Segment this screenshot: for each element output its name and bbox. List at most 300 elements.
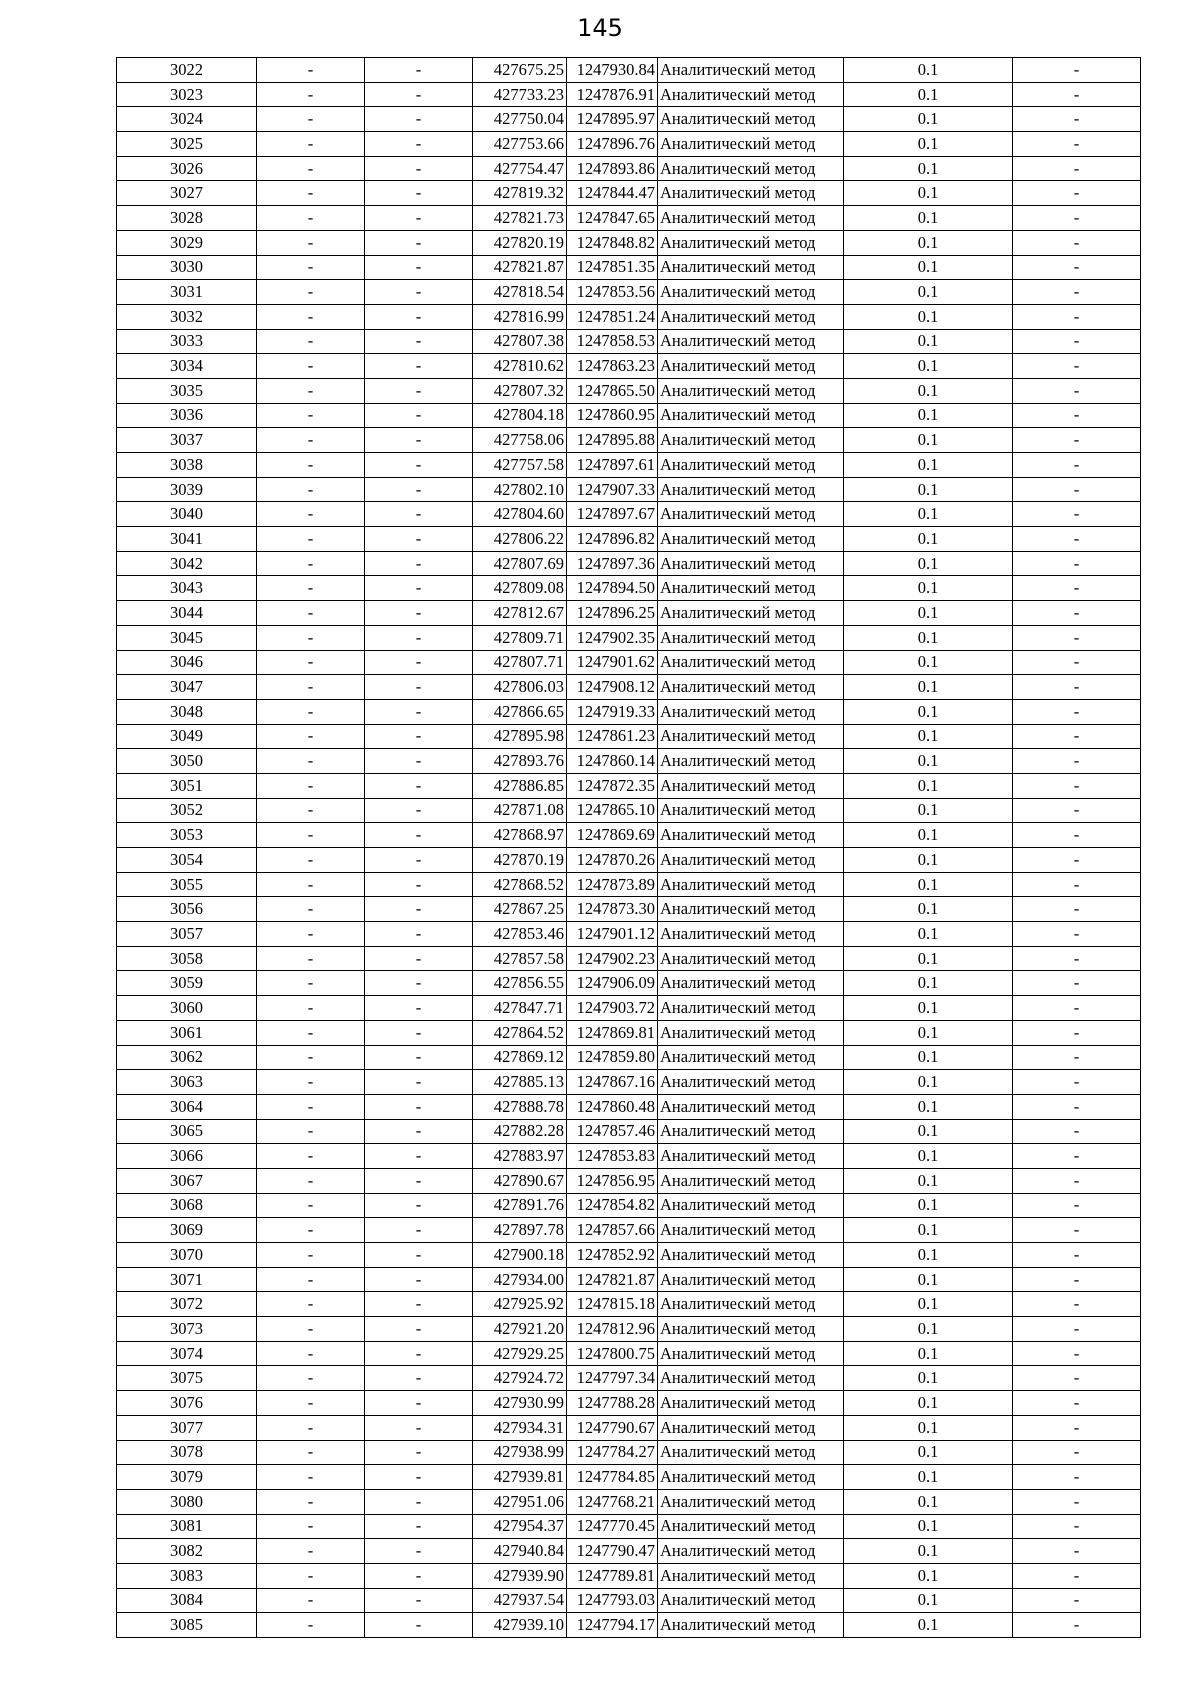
table-row: [117, 1218, 1141, 1243]
table-row: [117, 996, 1141, 1021]
dash-cell: -: [1013, 971, 1141, 996]
accuracy-cell: 0.1: [844, 1539, 1013, 1564]
table-body: [117, 58, 1141, 1638]
table-row: [117, 1539, 1141, 1564]
method-cell: Аналитический метод: [658, 1366, 844, 1391]
dash-cell: -: [1013, 897, 1141, 922]
accuracy-cell: 0.1: [844, 1588, 1013, 1613]
table-row: [117, 1267, 1141, 1292]
x-coordinate-cell: 427809.71: [473, 625, 567, 650]
dash-cell: -: [365, 378, 473, 403]
dash-cell: -: [257, 502, 365, 527]
dash-cell: -: [365, 1341, 473, 1366]
table-row: [117, 897, 1141, 922]
table-row: [117, 773, 1141, 798]
dash-cell: -: [1013, 749, 1141, 774]
table-row: [117, 230, 1141, 255]
table-row: [117, 527, 1141, 552]
method-cell: Аналитический метод: [658, 280, 844, 305]
dash-cell: -: [257, 1144, 365, 1169]
accuracy-cell: 0.1: [844, 699, 1013, 724]
method-cell: Аналитический метод: [658, 378, 844, 403]
table-row: [117, 304, 1141, 329]
point-number-cell: 3045: [117, 625, 257, 650]
method-cell: Аналитический метод: [658, 872, 844, 897]
dash-cell: -: [1013, 1317, 1141, 1342]
accuracy-cell: 0.1: [844, 601, 1013, 626]
point-number-cell: 3058: [117, 946, 257, 971]
accuracy-cell: 0.1: [844, 1317, 1013, 1342]
table-row: [117, 724, 1141, 749]
dash-cell: -: [1013, 477, 1141, 502]
dash-cell: -: [257, 156, 365, 181]
point-number-cell: 3031: [117, 280, 257, 305]
accuracy-cell: 0.1: [844, 230, 1013, 255]
dash-cell: -: [1013, 1267, 1141, 1292]
dash-cell: -: [1013, 798, 1141, 823]
x-coordinate-cell: 427925.92: [473, 1292, 567, 1317]
dash-cell: -: [257, 922, 365, 947]
point-number-cell: 3024: [117, 107, 257, 132]
x-coordinate-cell: 427818.54: [473, 280, 567, 305]
dash-cell: -: [365, 304, 473, 329]
dash-cell: -: [1013, 1341, 1141, 1366]
dash-cell: -: [257, 823, 365, 848]
y-coordinate-cell: 1247858.53: [567, 329, 658, 354]
table-row: [117, 601, 1141, 626]
method-cell: Аналитический метод: [658, 304, 844, 329]
point-number-cell: 3080: [117, 1489, 257, 1514]
y-coordinate-cell: 1247863.23: [567, 354, 658, 379]
accuracy-cell: 0.1: [844, 576, 1013, 601]
point-number-cell: 3036: [117, 403, 257, 428]
dash-cell: -: [1013, 1514, 1141, 1539]
method-cell: Аналитический метод: [658, 1588, 844, 1613]
dash-cell: -: [257, 724, 365, 749]
accuracy-cell: 0.1: [844, 453, 1013, 478]
point-number-cell: 3076: [117, 1391, 257, 1416]
method-cell: Аналитический метод: [658, 699, 844, 724]
dash-cell: -: [1013, 378, 1141, 403]
x-coordinate-cell: 427885.13: [473, 1070, 567, 1095]
dash-cell: -: [365, 1391, 473, 1416]
point-number-cell: 3054: [117, 848, 257, 873]
table-row: [117, 749, 1141, 774]
point-number-cell: 3035: [117, 378, 257, 403]
y-coordinate-cell: 1247897.36: [567, 551, 658, 576]
dash-cell: -: [1013, 58, 1141, 83]
dash-cell: -: [365, 230, 473, 255]
dash-cell: -: [1013, 1366, 1141, 1391]
y-coordinate-cell: 1247856.95: [567, 1168, 658, 1193]
method-cell: Аналитический метод: [658, 181, 844, 206]
dash-cell: -: [1013, 255, 1141, 280]
y-coordinate-cell: 1247902.23: [567, 946, 658, 971]
dash-cell: -: [1013, 872, 1141, 897]
dash-cell: -: [257, 304, 365, 329]
y-coordinate-cell: 1247906.09: [567, 971, 658, 996]
x-coordinate-cell: 427864.52: [473, 1020, 567, 1045]
table-row: [117, 132, 1141, 157]
point-number-cell: 3027: [117, 181, 257, 206]
accuracy-cell: 0.1: [844, 1489, 1013, 1514]
point-number-cell: 3056: [117, 897, 257, 922]
dash-cell: -: [365, 576, 473, 601]
page-number: 145: [577, 14, 623, 42]
y-coordinate-cell: 1247794.17: [567, 1613, 658, 1638]
y-coordinate-cell: 1247844.47: [567, 181, 658, 206]
accuracy-cell: 0.1: [844, 1563, 1013, 1588]
table-row: [117, 1563, 1141, 1588]
dash-cell: -: [257, 132, 365, 157]
dash-cell: -: [257, 1020, 365, 1045]
y-coordinate-cell: 1247790.67: [567, 1415, 658, 1440]
table-row: [117, 576, 1141, 601]
accuracy-cell: 0.1: [844, 206, 1013, 231]
method-cell: Аналитический метод: [658, 1391, 844, 1416]
point-number-cell: 3043: [117, 576, 257, 601]
y-coordinate-cell: 1247869.81: [567, 1020, 658, 1045]
table-row: [117, 329, 1141, 354]
point-number-cell: 3059: [117, 971, 257, 996]
method-cell: Аналитический метод: [658, 329, 844, 354]
dash-cell: -: [1013, 946, 1141, 971]
dash-cell: -: [365, 1193, 473, 1218]
dash-cell: -: [257, 1588, 365, 1613]
dash-cell: -: [257, 1391, 365, 1416]
point-number-cell: 3083: [117, 1563, 257, 1588]
table-row: [117, 181, 1141, 206]
table-row: [117, 1317, 1141, 1342]
x-coordinate-cell: 427807.71: [473, 650, 567, 675]
point-number-cell: 3055: [117, 872, 257, 897]
method-cell: Аналитический метод: [658, 453, 844, 478]
accuracy-cell: 0.1: [844, 156, 1013, 181]
point-number-cell: 3062: [117, 1045, 257, 1070]
y-coordinate-cell: 1247896.25: [567, 601, 658, 626]
point-number-cell: 3060: [117, 996, 257, 1021]
accuracy-cell: 0.1: [844, 1218, 1013, 1243]
accuracy-cell: 0.1: [844, 1465, 1013, 1490]
method-cell: Аналитический метод: [658, 576, 844, 601]
y-coordinate-cell: 1247854.82: [567, 1193, 658, 1218]
dash-cell: -: [257, 1243, 365, 1268]
dash-cell: -: [365, 280, 473, 305]
dash-cell: -: [257, 280, 365, 305]
x-coordinate-cell: 427821.73: [473, 206, 567, 231]
accuracy-cell: 0.1: [844, 1613, 1013, 1638]
point-number-cell: 3065: [117, 1119, 257, 1144]
point-number-cell: 3022: [117, 58, 257, 83]
dash-cell: -: [365, 946, 473, 971]
dash-cell: -: [1013, 650, 1141, 675]
point-number-cell: 3046: [117, 650, 257, 675]
dash-cell: -: [365, 1094, 473, 1119]
dash-cell: -: [1013, 82, 1141, 107]
y-coordinate-cell: 1247860.48: [567, 1094, 658, 1119]
table-row: [117, 502, 1141, 527]
method-cell: Аналитический метод: [658, 428, 844, 453]
point-number-cell: 3068: [117, 1193, 257, 1218]
dash-cell: -: [365, 58, 473, 83]
accuracy-cell: 0.1: [844, 1070, 1013, 1095]
dash-cell: -: [257, 453, 365, 478]
dash-cell: -: [257, 329, 365, 354]
dash-cell: -: [257, 1267, 365, 1292]
dash-cell: -: [365, 1415, 473, 1440]
point-number-cell: 3082: [117, 1539, 257, 1564]
x-coordinate-cell: 427868.97: [473, 823, 567, 848]
point-number-cell: 3039: [117, 477, 257, 502]
point-number-cell: 3077: [117, 1415, 257, 1440]
dash-cell: -: [365, 132, 473, 157]
accuracy-cell: 0.1: [844, 132, 1013, 157]
table-row: [117, 82, 1141, 107]
x-coordinate-cell: 427821.87: [473, 255, 567, 280]
y-coordinate-cell: 1247770.45: [567, 1514, 658, 1539]
dash-cell: -: [365, 1588, 473, 1613]
accuracy-cell: 0.1: [844, 1440, 1013, 1465]
point-number-cell: 3084: [117, 1588, 257, 1613]
y-coordinate-cell: 1247797.34: [567, 1366, 658, 1391]
dash-cell: -: [1013, 107, 1141, 132]
x-coordinate-cell: 427870.19: [473, 848, 567, 873]
method-cell: Аналитический метод: [658, 724, 844, 749]
accuracy-cell: 0.1: [844, 1391, 1013, 1416]
dash-cell: -: [365, 255, 473, 280]
y-coordinate-cell: 1247873.30: [567, 897, 658, 922]
dash-cell: -: [1013, 1020, 1141, 1045]
method-cell: Аналитический метод: [658, 1243, 844, 1268]
dash-cell: -: [257, 1218, 365, 1243]
point-number-cell: 3081: [117, 1514, 257, 1539]
y-coordinate-cell: 1247876.91: [567, 82, 658, 107]
accuracy-cell: 0.1: [844, 1193, 1013, 1218]
table-row: [117, 1070, 1141, 1095]
table-row: [117, 428, 1141, 453]
table-row: [117, 453, 1141, 478]
dash-cell: -: [365, 773, 473, 798]
dash-cell: -: [365, 1168, 473, 1193]
dash-cell: -: [365, 1218, 473, 1243]
dash-cell: -: [257, 1366, 365, 1391]
dash-cell: -: [1013, 280, 1141, 305]
point-number-cell: 3049: [117, 724, 257, 749]
method-cell: Аналитический метод: [658, 625, 844, 650]
dash-cell: -: [1013, 996, 1141, 1021]
x-coordinate-cell: 427924.72: [473, 1366, 567, 1391]
accuracy-cell: 0.1: [844, 304, 1013, 329]
table-row: [117, 1119, 1141, 1144]
point-number-cell: 3030: [117, 255, 257, 280]
y-coordinate-cell: 1247893.86: [567, 156, 658, 181]
dash-cell: -: [1013, 1539, 1141, 1564]
y-coordinate-cell: 1247857.66: [567, 1218, 658, 1243]
dash-cell: -: [365, 428, 473, 453]
dash-cell: -: [1013, 230, 1141, 255]
method-cell: Аналитический метод: [658, 1144, 844, 1169]
accuracy-cell: 0.1: [844, 181, 1013, 206]
dash-cell: -: [1013, 1168, 1141, 1193]
accuracy-cell: 0.1: [844, 403, 1013, 428]
point-number-cell: 3037: [117, 428, 257, 453]
dash-cell: -: [257, 1168, 365, 1193]
dash-cell: -: [257, 1292, 365, 1317]
y-coordinate-cell: 1247865.50: [567, 378, 658, 403]
method-cell: Аналитический метод: [658, 1415, 844, 1440]
x-coordinate-cell: 427897.78: [473, 1218, 567, 1243]
dash-cell: -: [365, 625, 473, 650]
dash-cell: -: [365, 1317, 473, 1342]
dash-cell: -: [1013, 428, 1141, 453]
accuracy-cell: 0.1: [844, 1144, 1013, 1169]
dash-cell: -: [257, 1440, 365, 1465]
dash-cell: -: [365, 823, 473, 848]
point-number-cell: 3074: [117, 1341, 257, 1366]
x-coordinate-cell: 427856.55: [473, 971, 567, 996]
dash-cell: -: [257, 576, 365, 601]
dash-cell: -: [365, 82, 473, 107]
dash-cell: -: [1013, 354, 1141, 379]
dash-cell: -: [1013, 823, 1141, 848]
dash-cell: -: [1013, 181, 1141, 206]
table-row: [117, 823, 1141, 848]
table-row: [117, 1588, 1141, 1613]
method-cell: Аналитический метод: [658, 971, 844, 996]
dash-cell: -: [257, 1563, 365, 1588]
x-coordinate-cell: 427804.18: [473, 403, 567, 428]
point-number-cell: 3025: [117, 132, 257, 157]
dash-cell: -: [257, 1341, 365, 1366]
method-cell: Аналитический метод: [658, 1193, 844, 1218]
table-row: [117, 1514, 1141, 1539]
dash-cell: -: [257, 551, 365, 576]
point-number-cell: 3064: [117, 1094, 257, 1119]
y-coordinate-cell: 1247897.67: [567, 502, 658, 527]
dash-cell: -: [257, 1094, 365, 1119]
dash-cell: -: [365, 971, 473, 996]
accuracy-cell: 0.1: [844, 897, 1013, 922]
dash-cell: -: [1013, 625, 1141, 650]
x-coordinate-cell: 427812.67: [473, 601, 567, 626]
dash-cell: -: [1013, 304, 1141, 329]
dash-cell: -: [365, 1613, 473, 1638]
y-coordinate-cell: 1247853.83: [567, 1144, 658, 1169]
dash-cell: -: [365, 1144, 473, 1169]
x-coordinate-cell: 427857.58: [473, 946, 567, 971]
table-row: [117, 1045, 1141, 1070]
x-coordinate-cell: 427869.12: [473, 1045, 567, 1070]
accuracy-cell: 0.1: [844, 1514, 1013, 1539]
x-coordinate-cell: 427807.38: [473, 329, 567, 354]
table-row: [117, 1292, 1141, 1317]
method-cell: Аналитический метод: [658, 82, 844, 107]
dash-cell: -: [257, 971, 365, 996]
dash-cell: -: [1013, 206, 1141, 231]
accuracy-cell: 0.1: [844, 1267, 1013, 1292]
table-row: [117, 206, 1141, 231]
dash-cell: -: [365, 675, 473, 700]
point-number-cell: 3051: [117, 773, 257, 798]
x-coordinate-cell: 427816.99: [473, 304, 567, 329]
y-coordinate-cell: 1247861.23: [567, 724, 658, 749]
y-coordinate-cell: 1247860.14: [567, 749, 658, 774]
x-coordinate-cell: 427675.25: [473, 58, 567, 83]
method-cell: Аналитический метод: [658, 650, 844, 675]
x-coordinate-cell: 427921.20: [473, 1317, 567, 1342]
accuracy-cell: 0.1: [844, 971, 1013, 996]
table-row: [117, 1168, 1141, 1193]
x-coordinate-cell: 427893.76: [473, 749, 567, 774]
point-number-cell: 3033: [117, 329, 257, 354]
dash-cell: -: [257, 230, 365, 255]
x-coordinate-cell: 427807.32: [473, 378, 567, 403]
method-cell: Аналитический метод: [658, 1563, 844, 1588]
dash-cell: -: [257, 749, 365, 774]
accuracy-cell: 0.1: [844, 1119, 1013, 1144]
method-cell: Аналитический метод: [658, 1317, 844, 1342]
dash-cell: -: [1013, 1218, 1141, 1243]
x-coordinate-cell: 427804.60: [473, 502, 567, 527]
accuracy-cell: 0.1: [844, 329, 1013, 354]
dash-cell: -: [365, 453, 473, 478]
dash-cell: -: [365, 206, 473, 231]
method-cell: Аналитический метод: [658, 749, 844, 774]
point-number-cell: 3029: [117, 230, 257, 255]
x-coordinate-cell: 427810.62: [473, 354, 567, 379]
x-coordinate-cell: 427937.54: [473, 1588, 567, 1613]
point-number-cell: 3057: [117, 922, 257, 947]
dash-cell: -: [257, 1119, 365, 1144]
accuracy-cell: 0.1: [844, 1292, 1013, 1317]
y-coordinate-cell: 1247872.35: [567, 773, 658, 798]
y-coordinate-cell: 1247896.82: [567, 527, 658, 552]
x-coordinate-cell: 427929.25: [473, 1341, 567, 1366]
x-coordinate-cell: 427866.65: [473, 699, 567, 724]
accuracy-cell: 0.1: [844, 848, 1013, 873]
dash-cell: -: [365, 477, 473, 502]
x-coordinate-cell: 427807.69: [473, 551, 567, 576]
accuracy-cell: 0.1: [844, 773, 1013, 798]
y-coordinate-cell: 1247853.56: [567, 280, 658, 305]
table-row: [117, 107, 1141, 132]
x-coordinate-cell: 427954.37: [473, 1514, 567, 1539]
point-number-cell: 3050: [117, 749, 257, 774]
dash-cell: -: [365, 650, 473, 675]
table-row: [117, 1391, 1141, 1416]
accuracy-cell: 0.1: [844, 1243, 1013, 1268]
dash-cell: -: [257, 428, 365, 453]
x-coordinate-cell: 427802.10: [473, 477, 567, 502]
method-cell: Аналитический метод: [658, 922, 844, 947]
method-cell: Аналитический метод: [658, 1020, 844, 1045]
x-coordinate-cell: 427886.85: [473, 773, 567, 798]
dash-cell: -: [257, 107, 365, 132]
x-coordinate-cell: 427900.18: [473, 1243, 567, 1268]
x-coordinate-cell: 427939.10: [473, 1613, 567, 1638]
method-cell: Аналитический метод: [658, 354, 844, 379]
method-cell: Аналитический метод: [658, 1094, 844, 1119]
method-cell: Аналитический метод: [658, 403, 844, 428]
dash-cell: -: [365, 1366, 473, 1391]
method-cell: Аналитический метод: [658, 848, 844, 873]
x-coordinate-cell: 427938.99: [473, 1440, 567, 1465]
dash-cell: -: [1013, 1391, 1141, 1416]
point-number-cell: 3066: [117, 1144, 257, 1169]
table-row: [117, 403, 1141, 428]
dash-cell: -: [257, 1514, 365, 1539]
dash-cell: -: [365, 329, 473, 354]
